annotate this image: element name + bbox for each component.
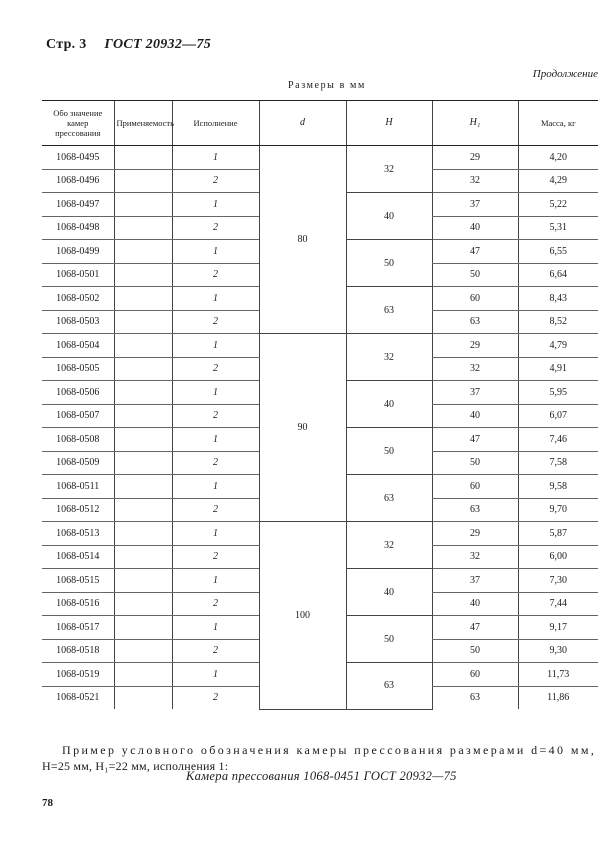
H1-cell: 47: [432, 428, 518, 452]
H1-cell: 37: [432, 381, 518, 405]
designation-cell: 1068-0497: [42, 193, 114, 217]
H1-cell: 63: [432, 686, 518, 709]
designation-cell: 1068-0496: [42, 169, 114, 193]
H1-cell: 50: [432, 263, 518, 287]
mass-cell: 7,30: [518, 569, 598, 593]
execution-cell: 1: [172, 663, 259, 687]
H1-cell: 29: [432, 146, 518, 170]
H1-cell: 29: [432, 522, 518, 546]
table-row: [42, 146, 598, 170]
mass-cell: 4,79: [518, 334, 598, 358]
applicability-cell: [114, 216, 172, 240]
applicability-cell: [114, 522, 172, 546]
designation-cell: 1068-0513: [42, 522, 114, 546]
H-cell: 50: [346, 428, 432, 475]
H1-cell: 32: [432, 169, 518, 193]
H1-cell: 32: [432, 357, 518, 381]
execution-cell: 2: [172, 357, 259, 381]
mass-cell: 6,64: [518, 263, 598, 287]
execution-cell: 2: [172, 404, 259, 428]
designation-cell: 1068-0515: [42, 569, 114, 593]
col-header-designation: Обо значение камер прессования: [42, 101, 114, 146]
designation-cell: 1068-0519: [42, 663, 114, 687]
execution-cell: 1: [172, 428, 259, 452]
mass-cell: 6,55: [518, 240, 598, 264]
page-label: Стр. 3: [46, 37, 87, 52]
col-header-d: d: [259, 101, 346, 146]
designation-cell: 1068-0495: [42, 146, 114, 170]
designation-cell: 1068-0502: [42, 287, 114, 311]
designation-cell: 1068-0501: [42, 263, 114, 287]
table-row: [42, 522, 598, 546]
applicability-cell: [114, 146, 172, 170]
col-header-mass: Масса, кг: [518, 101, 598, 146]
execution-cell: 1: [172, 334, 259, 358]
execution-cell: 2: [172, 686, 259, 709]
applicability-cell: [114, 498, 172, 522]
designation-cell: 1068-0504: [42, 334, 114, 358]
col-header-applicability: Применяемость: [114, 101, 172, 146]
execution-cell: 2: [172, 169, 259, 193]
H-cell: 40: [346, 569, 432, 616]
H-cell: 32: [346, 146, 432, 193]
execution-cell: 2: [172, 451, 259, 475]
mass-cell: 9,58: [518, 475, 598, 499]
mass-cell: 7,44: [518, 592, 598, 616]
H-cell: 63: [346, 287, 432, 334]
designation-cell: 1068-0514: [42, 545, 114, 569]
applicability-cell: [114, 263, 172, 287]
H1-cell: 60: [432, 475, 518, 499]
applicability-cell: [114, 381, 172, 405]
mass-cell: 11,73: [518, 663, 598, 687]
d-cell: 100: [259, 522, 346, 710]
mass-cell: 5,95: [518, 381, 598, 405]
designation-cell: 1068-0509: [42, 451, 114, 475]
applicability-cell: [114, 357, 172, 381]
H-cell: 40: [346, 381, 432, 428]
execution-cell: 1: [172, 522, 259, 546]
execution-cell: 2: [172, 498, 259, 522]
mass-cell: 4,29: [518, 169, 598, 193]
applicability-cell: [114, 475, 172, 499]
H-cell: 40: [346, 193, 432, 240]
H1-cell: 47: [432, 616, 518, 640]
H-cell: 63: [346, 475, 432, 522]
standard-number: ГОСТ 20932—75: [104, 37, 212, 52]
designation-cell: 1068-0518: [42, 639, 114, 663]
applicability-cell: [114, 169, 172, 193]
mass-cell: 7,46: [518, 428, 598, 452]
H1-cell: 37: [432, 193, 518, 217]
d-cell: 80: [259, 146, 346, 334]
applicability-cell: [114, 240, 172, 264]
execution-cell: 2: [172, 639, 259, 663]
mass-cell: 6,00: [518, 545, 598, 569]
applicability-cell: [114, 569, 172, 593]
mass-cell: 8,43: [518, 287, 598, 311]
applicability-cell: [114, 592, 172, 616]
applicability-cell: [114, 334, 172, 358]
execution-cell: 1: [172, 146, 259, 170]
H1-cell: 60: [432, 663, 518, 687]
designation-cell: 1068-0503: [42, 310, 114, 334]
col-header-execution: Исполнение: [172, 101, 259, 146]
H1-cell: 29: [432, 334, 518, 358]
mass-cell: 4,91: [518, 357, 598, 381]
H-cell: 32: [346, 334, 432, 381]
H1-cell: 60: [432, 287, 518, 311]
applicability-cell: [114, 545, 172, 569]
mass-cell: 5,87: [518, 522, 598, 546]
applicability-cell: [114, 428, 172, 452]
H-cell: 63: [346, 663, 432, 710]
H1-cell: 32: [432, 545, 518, 569]
page-header: [46, 37, 211, 53]
table-body: [42, 146, 598, 710]
applicability-cell: [114, 404, 172, 428]
execution-cell: 1: [172, 569, 259, 593]
mass-cell: 9,17: [518, 616, 598, 640]
applicability-cell: [114, 193, 172, 217]
example-designation: Камера прессования 1068-0451 ГОСТ 20932—75: [186, 769, 457, 783]
designation-cell: 1068-0506: [42, 381, 114, 405]
applicability-cell: [114, 686, 172, 709]
execution-cell: 1: [172, 616, 259, 640]
H-cell: 50: [346, 240, 432, 287]
page-number: 78: [42, 797, 53, 809]
col-header-H1: H₁: [432, 101, 518, 146]
H1-cell: 63: [432, 498, 518, 522]
mass-cell: 6,07: [518, 404, 598, 428]
H1-cell: 40: [432, 216, 518, 240]
execution-cell: 2: [172, 216, 259, 240]
mass-cell: 5,22: [518, 193, 598, 217]
specification-table: [42, 100, 598, 710]
designation-cell: 1068-0517: [42, 616, 114, 640]
designation-cell: 1068-0507: [42, 404, 114, 428]
designation-cell: 1068-0508: [42, 428, 114, 452]
H1-cell: 63: [432, 310, 518, 334]
mass-cell: 4,20: [518, 146, 598, 170]
dimensions-note: Размеры в мм: [288, 80, 366, 91]
applicability-cell: [114, 663, 172, 687]
d-cell: 90: [259, 334, 346, 522]
execution-cell: 1: [172, 381, 259, 405]
execution-cell: 2: [172, 592, 259, 616]
applicability-cell: [114, 639, 172, 663]
applicability-cell: [114, 287, 172, 311]
applicability-cell: [114, 616, 172, 640]
continuation-label: Продолжение: [532, 68, 598, 80]
mass-cell: 11,86: [518, 686, 598, 709]
designation-cell: 1068-0511: [42, 475, 114, 499]
mass-cell: 8,52: [518, 310, 598, 334]
execution-cell: 1: [172, 475, 259, 499]
execution-cell: 1: [172, 240, 259, 264]
table-header-row: [42, 101, 598, 146]
example-line-1: Пример условного обозначения камеры прессования размерами d=40 мм,: [62, 743, 597, 757]
mass-cell: 9,70: [518, 498, 598, 522]
designation-cell: 1068-0505: [42, 357, 114, 381]
execution-cell: 1: [172, 193, 259, 217]
H1-cell: 50: [432, 451, 518, 475]
designation-cell: 1068-0512: [42, 498, 114, 522]
designation-cell: 1068-0521: [56, 692, 100, 704]
execution-cell: 2: [172, 310, 259, 334]
designation-cell: 1068-0498: [42, 216, 114, 240]
execution-cell: 2: [172, 545, 259, 569]
H1-cell: 40: [432, 592, 518, 616]
table-row: [42, 334, 598, 358]
designation-cell: 1068-0499: [42, 240, 114, 264]
H-cell: 32: [346, 522, 432, 569]
mass-cell: 5,31: [518, 216, 598, 240]
col-header-H: H: [346, 101, 432, 146]
H1-cell: 37: [432, 569, 518, 593]
H1-cell: 50: [432, 639, 518, 663]
mass-cell: 7,58: [518, 451, 598, 475]
H1-cell: 47: [432, 240, 518, 264]
execution-cell: 2: [172, 263, 259, 287]
mass-cell: 9,30: [518, 639, 598, 663]
designation-cell: 1068-0516: [42, 592, 114, 616]
applicability-cell: [114, 451, 172, 475]
applicability-cell: [114, 310, 172, 334]
example-line-2: H=25 мм, H₁=22 мм, исполнения 1:: [42, 759, 229, 773]
H-cell: 50: [346, 616, 432, 663]
H1-cell: 40: [432, 404, 518, 428]
execution-cell: 1: [172, 287, 259, 311]
